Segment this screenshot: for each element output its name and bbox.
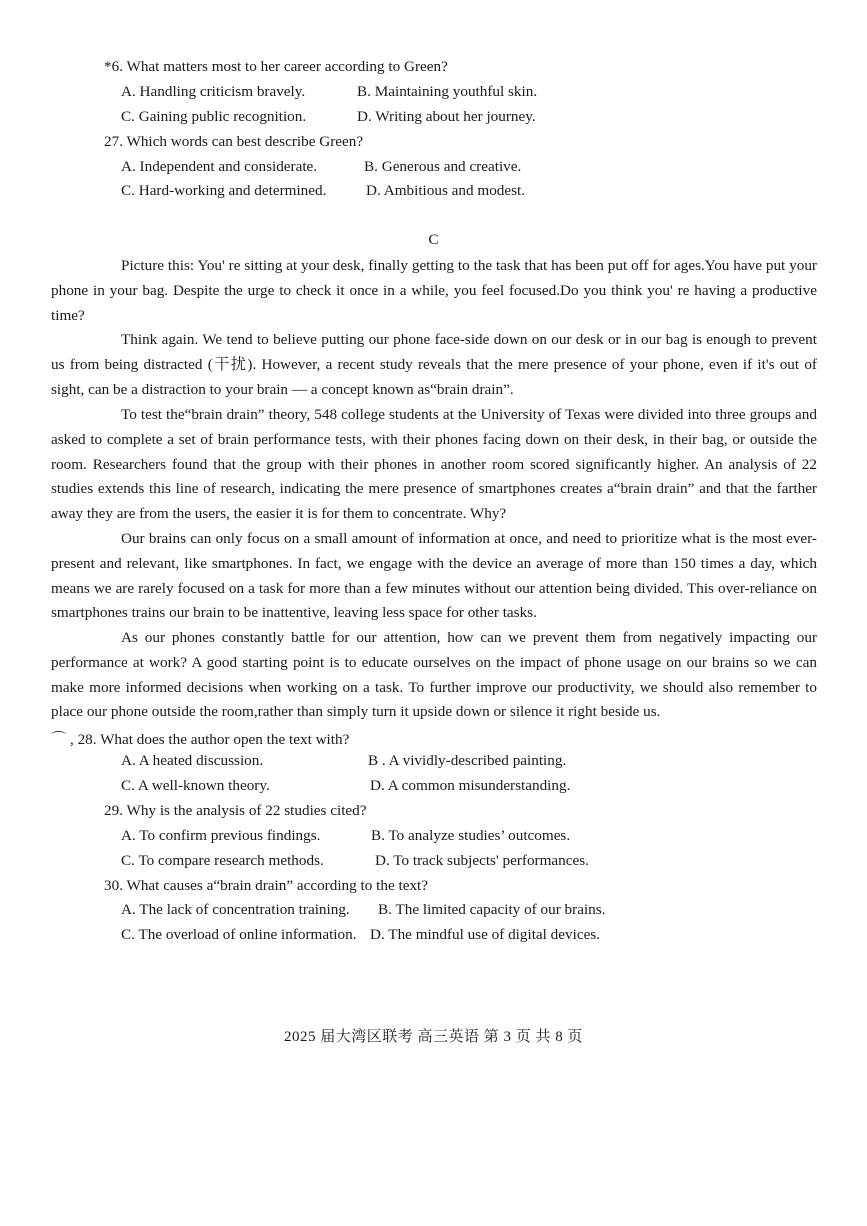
question-27-stem: 27. Which words can best describe Green?	[104, 133, 364, 150]
paragraph-4-text: Our brains can only focus on a small amount of information at once, and need to prioritize what is the most ever-present and relevant, like smartphones. In fact, we engage with the device an average of more than 150 times a day, which means we are rarely focused on a task for more than a few minutes without our attention being divided. This over-reliance on smartphones trains our brain to be inattentive, leaving less space for other tasks.	[51, 530, 817, 622]
question-28-option-d: D. A common misunderstanding.	[370, 777, 571, 794]
question-27-option-b: B. Generous and creative.	[364, 158, 522, 175]
passage-paragraph-5	[51, 626, 817, 725]
passage-paragraph-2	[51, 328, 817, 402]
question-30-option-d: D. The mindful use of digital devices.	[370, 926, 601, 943]
question-29-option-b: B. To analyze studies’ outcomes.	[371, 827, 571, 844]
question-29-option-d: D. To track subjects' performances.	[375, 852, 589, 869]
question-28-option-c: C. A well-known theory.	[121, 777, 270, 794]
question-27-option-a: A. Independent and considerate.	[121, 158, 318, 175]
question-29-option-c: C. To compare research methods.	[121, 852, 324, 869]
passage-paragraph-3	[51, 403, 817, 527]
paragraph-2-text: Think again. We tend to believe putting our phone face-side down on our desk or in our bag is enough to prevent us from being distracted (干扰). However, a recent study reveals that the mere presence of your phone, even if it's out of sight, can be a distraction to your brain — a concept known as“brain drain”.	[51, 331, 817, 398]
question-30-option-b: B. The limited capacity of our brains.	[378, 901, 606, 918]
question-28-option-b: B . A vividly-described painting.	[368, 752, 567, 769]
question-30-option-c: C. The overload of online information.	[121, 926, 357, 943]
question-26-option-c: C. Gaining public recognition.	[121, 108, 307, 125]
question-28-option-a: A. A heated discussion.	[121, 752, 264, 769]
section-heading: C	[428, 231, 439, 248]
paragraph-3-text: To test the“brain drain” theory, 548 college students at the University of Texas were divided into three groups and asked to complete a set of brain performance tests, with their phones facing down on their desk, in their bag, or outside the room. Researchers found that the group with their phones in another room scored significantly higher. An analysis of 22 studies extends this line of research, indicating the mere presence of smartphones creates a“brain drain” and that the farther away they are from the users, the easier it is for them to concentrate. Why?	[51, 406, 817, 523]
question-26-stem: *6. What matters most to her career according to Green?	[104, 58, 448, 75]
question-28-stem: ⌒ , 28. What does the author open the text with?	[51, 731, 350, 748]
question-26-option-b: B. Maintaining youthful skin.	[357, 83, 538, 100]
passage-paragraph-4	[51, 527, 817, 626]
question-26-option-d: D. Writing about her journey.	[357, 108, 536, 125]
question-30-option-a: A. The lack of concentration training.	[121, 901, 350, 918]
question-30-stem: 30. What causes a“brain drain” according to the text?	[104, 877, 429, 894]
question-27-option-c: C. Hard-working and determined.	[121, 182, 327, 199]
paragraph-5-text: As our phones constantly battle for our attention, how can we prevent them from negatively impacting our performance at work? A good starting point is to educate ourselves on the impact of phone usage on our brains so we can make more informed decisions when working on a task. To further improve our productivity, we should also remember to place our phone outside the room,rather than simply turn it upside down or silence it right beside us.	[51, 629, 817, 721]
question-29-stem: 29. Why is the analysis of 22 studies cited?	[104, 802, 367, 819]
question-26-option-a: A. Handling criticism bravely.	[121, 83, 306, 100]
passage-paragraph-1	[51, 254, 817, 328]
question-27-option-d: D. Ambitious and modest.	[366, 182, 526, 199]
page-footer: 2025 届大湾区联考 高三英语 第 3 页 共 8 页	[283, 1029, 583, 1045]
question-29-option-a: A. To confirm previous findings.	[121, 827, 321, 844]
paragraph-1-text: Picture this: You' re sitting at your desk, finally getting to the task that has been put off for ages.You have put your phone in your bag. Despite the urge to check it once in a while, you feel focused.Do you think you' re having a productive time?	[51, 257, 817, 324]
